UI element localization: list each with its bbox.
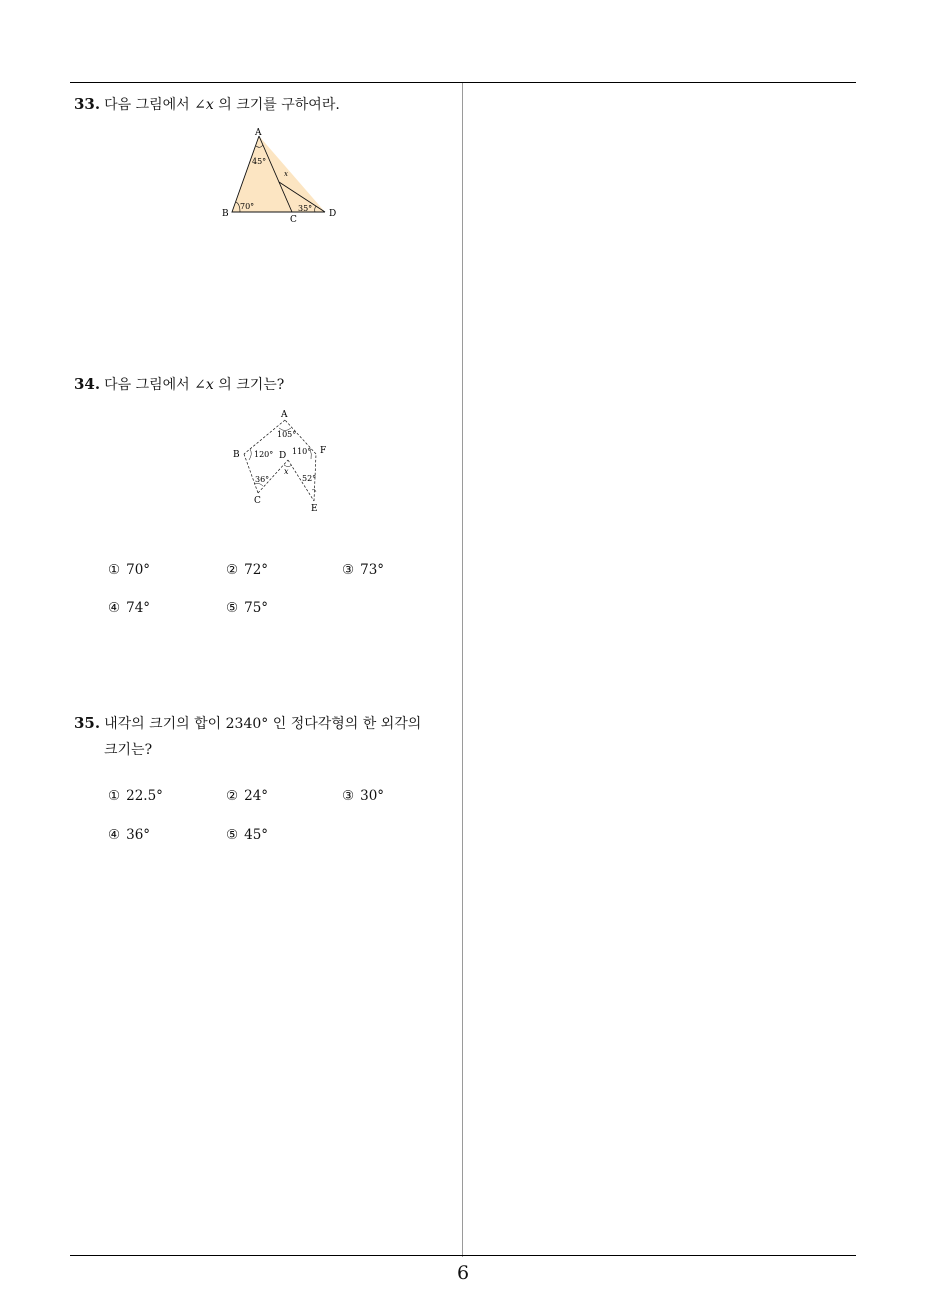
choice-value: 24° <box>244 788 269 804</box>
q35-choice-5[interactable] <box>226 827 268 843</box>
question-number: 34. <box>74 375 101 393</box>
q34-angle-A: 105° <box>277 430 297 439</box>
choice-value: 22.5° <box>126 788 163 804</box>
q34-label-E: E <box>311 504 318 514</box>
q34-label-A: A <box>281 410 288 420</box>
question-35-prompt-line-2: 크기는? <box>104 742 153 758</box>
question-number: 35. <box>74 714 101 732</box>
q33-label-B: B <box>222 209 229 219</box>
q33-label-A: A <box>255 128 262 138</box>
choice-number: ① <box>108 788 121 804</box>
q35-choice-2[interactable] <box>226 788 268 804</box>
q34-label-F: F <box>320 446 327 456</box>
q34-angle-B: 120° <box>254 450 274 459</box>
q34-choice-2[interactable] <box>226 562 268 578</box>
angle-symbol: ∠x <box>194 377 214 393</box>
choice-value: 72° <box>244 562 269 578</box>
choice-number: ③ <box>342 562 355 578</box>
q34-choice-5[interactable] <box>226 600 268 616</box>
q34-choice-1[interactable] <box>108 562 150 578</box>
q33-angle-A: 45° <box>252 157 267 166</box>
bottom-rule <box>70 1255 856 1256</box>
question-34-prompt <box>74 371 460 398</box>
question-35 <box>74 710 460 763</box>
q34-label-D: D <box>279 451 287 461</box>
q34-arc-B <box>249 449 251 460</box>
choice-value: 74° <box>126 600 151 616</box>
q33-triangle-figure <box>212 124 352 232</box>
choice-number: ④ <box>108 600 121 616</box>
q35-choice-1[interactable] <box>108 788 163 804</box>
q33-label-x: x <box>284 170 288 178</box>
choice-number: ③ <box>342 788 355 804</box>
q35-choice-4[interactable] <box>108 827 150 843</box>
prompt-text: 의 크기는? <box>213 377 285 393</box>
question-number: 33. <box>74 95 101 113</box>
q34-label-x: x <box>284 467 289 476</box>
q34-arc-E <box>312 489 316 492</box>
question-33-prompt <box>74 91 460 118</box>
q34-choice-4[interactable] <box>108 600 150 616</box>
q34-choice-3[interactable] <box>342 562 384 578</box>
angle-symbol: ∠x <box>194 97 214 113</box>
q35-choice-3[interactable] <box>342 788 384 804</box>
q34-label-B: B <box>233 450 240 460</box>
question-35-prompt-line-1 <box>74 710 460 737</box>
page-number: 6 <box>456 1262 470 1284</box>
choice-number: ② <box>226 562 239 578</box>
choice-number: ⑤ <box>226 600 239 616</box>
top-rule <box>70 82 856 83</box>
q33-angle-B: 70° <box>240 202 255 211</box>
q34-label-C: C <box>254 496 261 506</box>
choice-value: 45° <box>244 827 269 843</box>
choice-value: 75° <box>244 600 269 616</box>
q34-polygon-figure <box>222 402 342 522</box>
q34-angle-C: 36° <box>255 475 270 484</box>
question-34 <box>74 371 460 398</box>
q33-label-C: C <box>290 215 297 225</box>
q33-angle-D: 35° <box>298 204 313 213</box>
choice-number: ⑤ <box>226 827 239 843</box>
prompt-text: 내각의 크기의 합이 2340° 인 정다각형의 한 외각의 <box>104 716 422 732</box>
prompt-text: 다음 그림에서 <box>104 97 195 113</box>
q34-angle-E: 52° <box>302 474 317 483</box>
choice-number: ④ <box>108 827 121 843</box>
question-33 <box>74 91 460 118</box>
column-divider <box>462 83 463 1257</box>
prompt-text: 다음 그림에서 <box>104 377 195 393</box>
prompt-text: 의 크기를 구하여라. <box>213 97 340 113</box>
q34-angle-F: 110° <box>292 447 312 456</box>
choice-value: 36° <box>126 827 151 843</box>
choice-value: 73° <box>360 562 385 578</box>
choice-number: ② <box>226 788 239 804</box>
choice-number: ① <box>108 562 121 578</box>
choice-value: 30° <box>360 788 385 804</box>
q33-label-D: D <box>329 209 337 219</box>
choice-value: 70° <box>126 562 151 578</box>
